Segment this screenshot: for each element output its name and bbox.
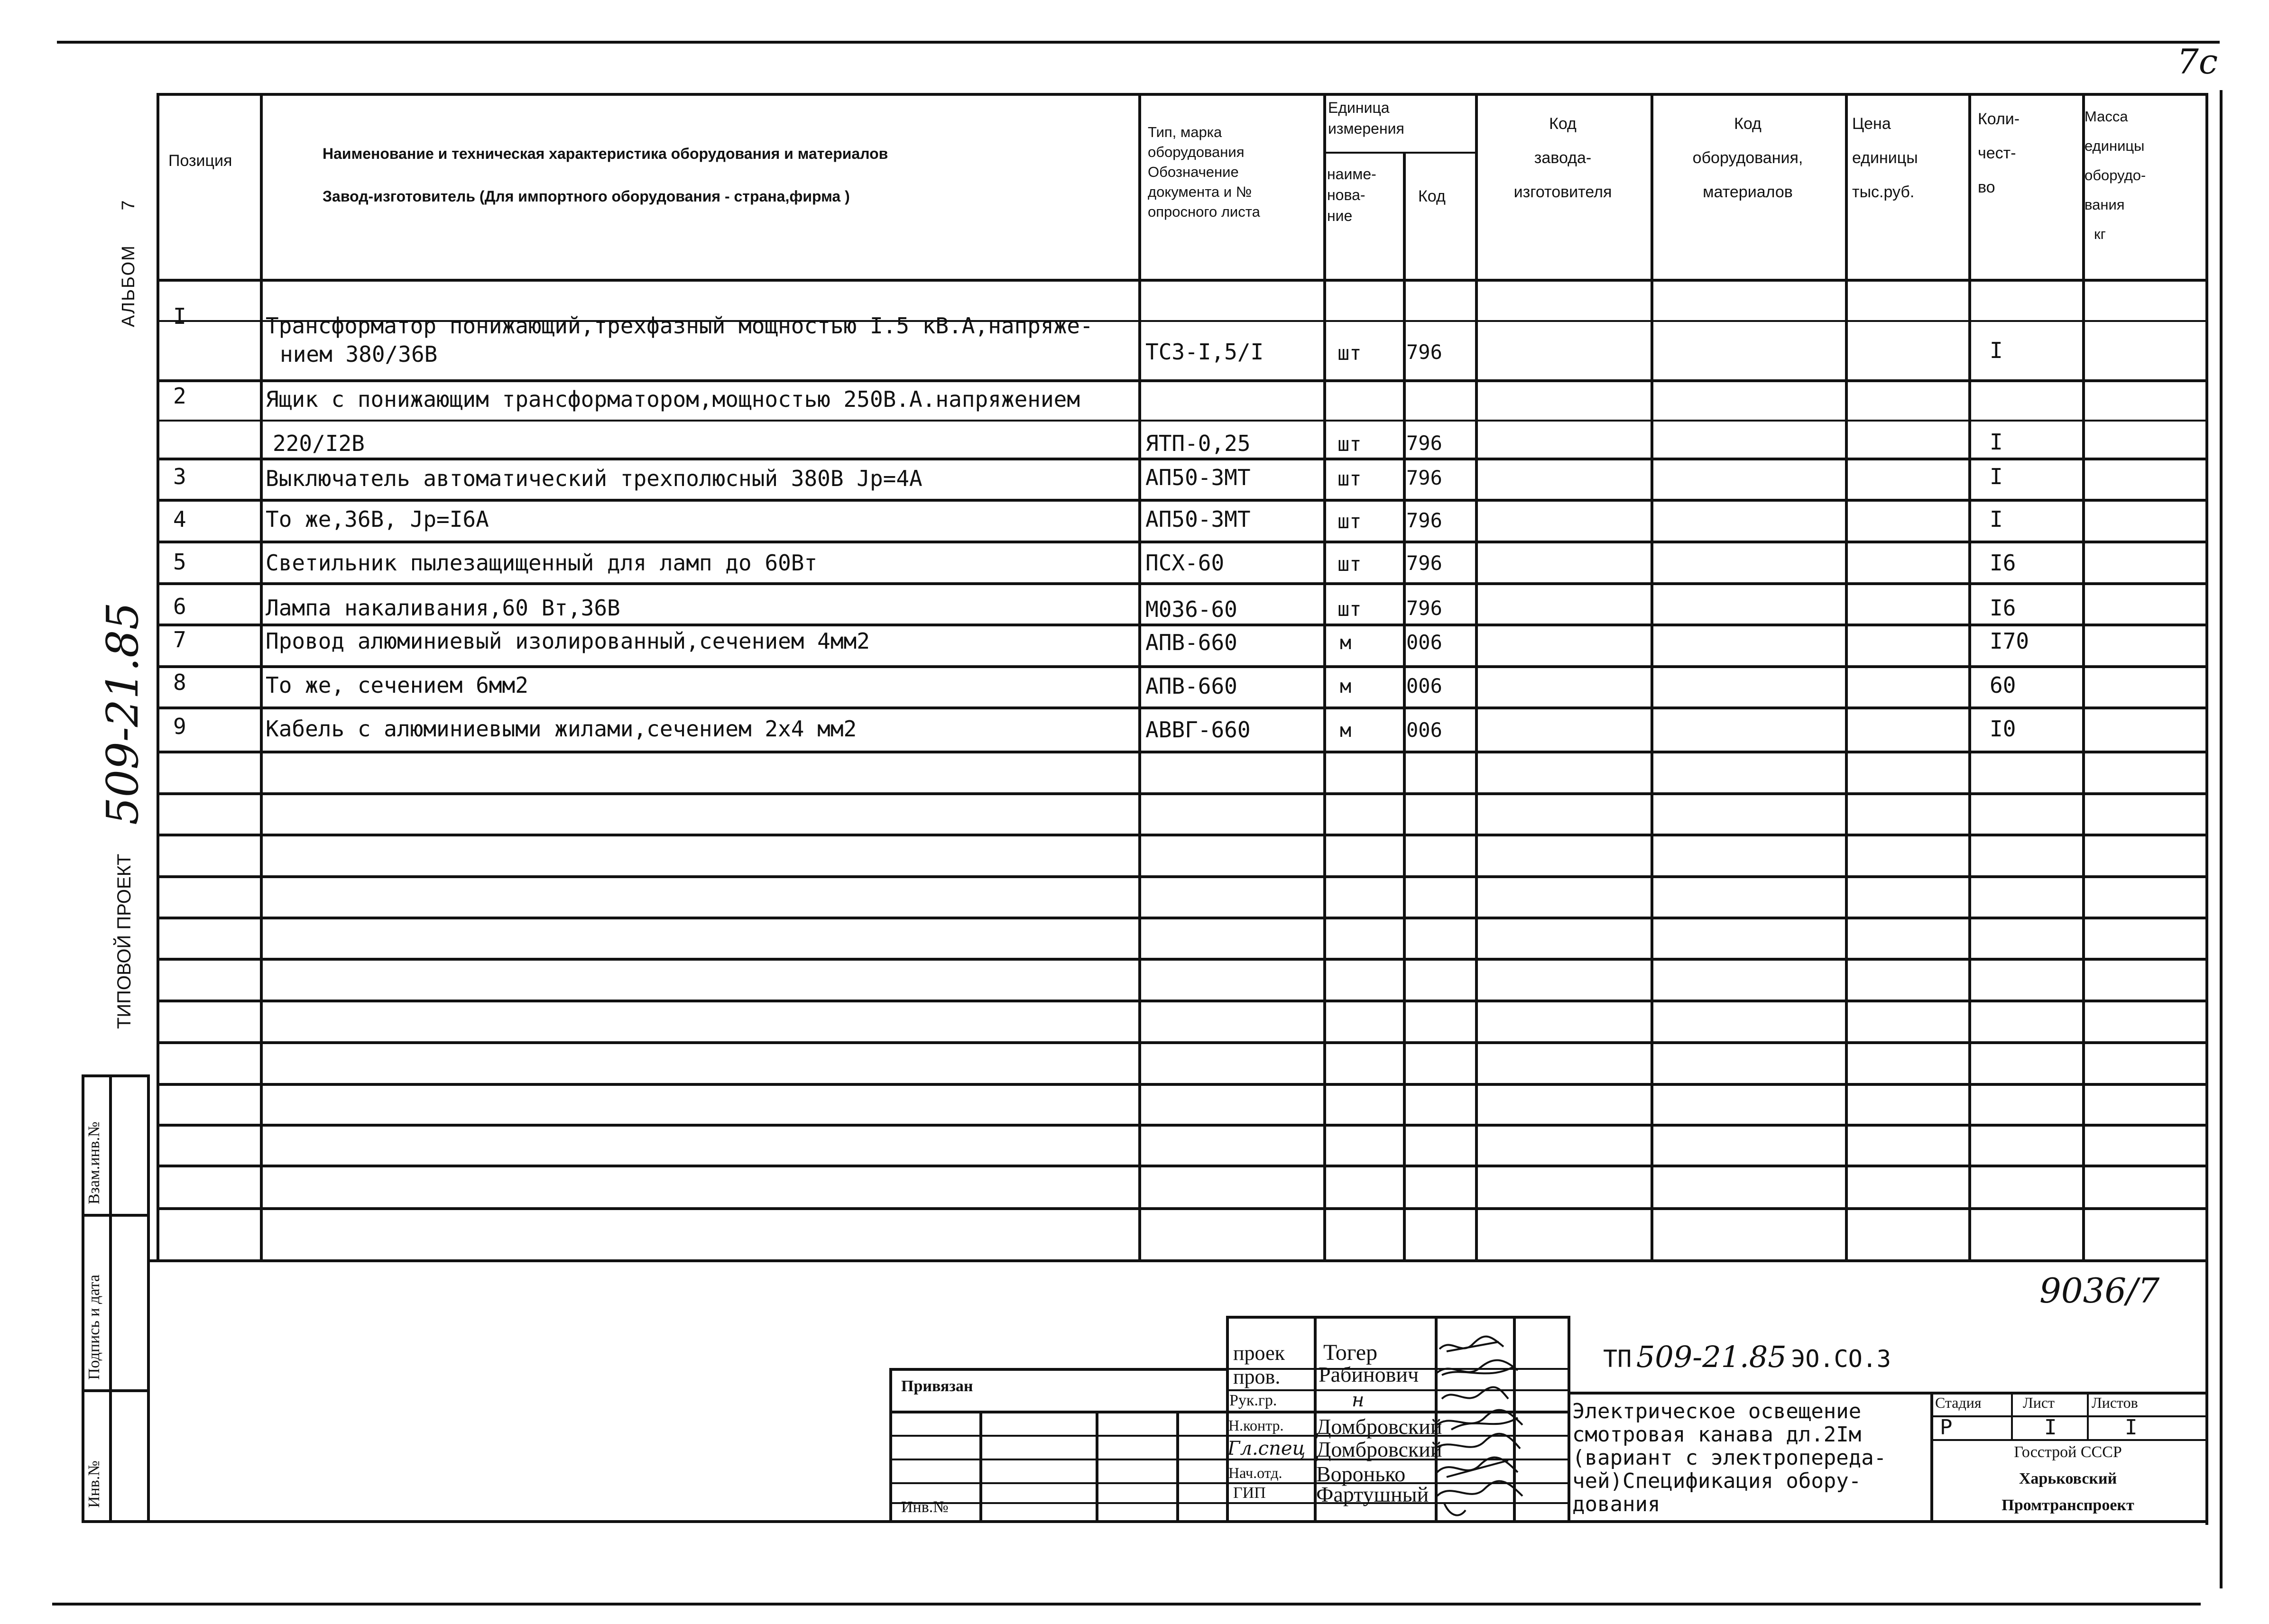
row-4-code: 796 (1406, 509, 1442, 532)
right-border-line (2220, 90, 2223, 1588)
row-2-unit: шт (1337, 432, 1362, 456)
name-toger: Тогер (1323, 1340, 1378, 1365)
doc-code-prefix: ТП (1603, 1345, 1632, 1373)
inv-no-label: Инв.№ (901, 1498, 949, 1516)
signature-2 (1437, 1360, 1518, 1375)
row-8-unit: м (1340, 676, 1352, 697)
row-1-pos: I (173, 303, 186, 329)
row-line (157, 958, 2205, 961)
row-3-type: АП50-3МТ (1145, 465, 1251, 490)
row-3-pos: 3 (173, 464, 186, 489)
row-7-type: АПВ-660 (1145, 630, 1237, 655)
stamp-mid-line (109, 1074, 112, 1520)
row-line (157, 1124, 2205, 1127)
role-gip: ГИП (1233, 1484, 1266, 1502)
row-4-type: АП50-3МТ (1145, 506, 1251, 532)
role-n-kontr: Н.контр. (1228, 1417, 1284, 1434)
row-line (157, 706, 2205, 709)
name-rabinovich: Рабинович (1319, 1362, 1419, 1386)
row-6-name: Лампа накаливания,60 Вт,36В (266, 595, 620, 621)
role-prov: пров. (1233, 1365, 1281, 1388)
doc-code (1603, 1340, 1891, 1374)
signature-4 (1437, 1410, 1522, 1430)
row-6-type: М036-60 (1145, 596, 1237, 622)
row-8-name: То же, сечением 6мм2 (266, 672, 528, 698)
row-2-name-cont: 220/I2В (273, 431, 365, 456)
row-1-qty: I (1990, 338, 2003, 363)
name-dombrovsky-1: Домбровский (1316, 1414, 1442, 1439)
bottom-border-line (52, 1603, 2201, 1606)
header-bottom-line (157, 279, 2205, 282)
row-1-name: Трансформатор понижающий,трехфазный мощностью I.5 кВ.А,напряже- (266, 313, 1093, 339)
row-1-code: 796 (1406, 340, 1442, 364)
row-5-code: 796 (1406, 551, 1442, 575)
row-3-name: Выключатель автоматический трехполюсный 380В Jр=4А (266, 466, 922, 491)
row-9-pos: 9 (173, 714, 186, 739)
sheets-label: Листов (2092, 1394, 2138, 1411)
album-text: АЛЬБОМ (119, 245, 138, 327)
col-divider (1403, 152, 1406, 1259)
name-dombrovsky-2: Домбровский (1316, 1437, 1442, 1461)
project-number: 509-21.85 (97, 602, 148, 825)
row-line (157, 1083, 2205, 1086)
row-9-qty: I0 (1990, 716, 2016, 742)
row-8-type: АПВ-660 (1145, 673, 1237, 699)
row-8-pos: 8 (173, 670, 186, 695)
doc-title-line2: смотровая канава дл.2Iм (1572, 1422, 1862, 1447)
stage-label: Стадия (1935, 1394, 1982, 1411)
name-ditto: н (1352, 1389, 1365, 1411)
row-line (157, 624, 2205, 626)
tb-line (1568, 1316, 1570, 1520)
row-3-code: 796 (1406, 466, 1442, 489)
row-5-pos: 5 (173, 549, 186, 575)
role-proekt: проек (1233, 1341, 1285, 1365)
row-4-unit: шт (1337, 510, 1362, 533)
org-line2: Харьковский (2019, 1470, 2117, 1487)
row-line (157, 792, 2205, 795)
doc-title-line4: чей)Спецификация обору- (1572, 1469, 1862, 1493)
row-7-qty: I70 (1990, 628, 2029, 654)
signature-7 (1437, 1481, 1522, 1515)
row-6-unit: шт (1337, 597, 1362, 621)
row-line (157, 1041, 2205, 1044)
table-right-line (2205, 93, 2208, 1525)
row-2-pos: 2 (173, 383, 186, 409)
stamp-line (82, 1389, 148, 1392)
row-5-qty: I6 (1990, 550, 2016, 576)
row-1-type: ТСЗ-I,5/I (1145, 339, 1264, 365)
org-line1: Госстрой СССР (2014, 1443, 2122, 1461)
name-voronko: Воронько (1316, 1462, 1406, 1486)
row-4-pos: 4 (173, 506, 186, 532)
row-6-qty: I6 (1990, 595, 2016, 621)
tb-line (889, 1368, 892, 1520)
table-top-line (157, 93, 2205, 96)
album-label (119, 200, 139, 327)
row-line (157, 541, 2205, 543)
row-line (157, 834, 2205, 836)
page-number: 7c (2177, 42, 2218, 82)
row-9-name: Кабель с алюминиевыми жилами,сечением 2х4 мм2 (266, 716, 857, 742)
row-4-name: То же,36В, Jр=I6А (266, 506, 489, 532)
row-5-type: ПСХ-60 (1145, 550, 1225, 576)
header-unit: Единица измерения (1328, 99, 1404, 137)
row-7-name: Провод алюминиевый изолированный,сечением 4мм2 (266, 628, 870, 654)
stamp-right-line (147, 1074, 150, 1520)
row-2-code: 796 (1406, 431, 1442, 455)
org-name (1933, 1439, 2203, 1519)
sheet-label: Лист (2023, 1394, 2055, 1411)
header-mass: Масса единицы оборудо- вания кг (2085, 108, 2146, 242)
header-unit-name: наиме- нова- ние (1327, 165, 1376, 224)
header-name-line1: Наименование и техническая характеристика оборудования и материалов (323, 145, 888, 162)
privyazan-label: Привязан (901, 1377, 973, 1395)
doc-title-line3: (вариант с электропереда- (1572, 1446, 1887, 1470)
row-7-code: 006 (1406, 631, 1442, 654)
row-7-pos: 7 (173, 627, 186, 652)
row-3-qty: I (1990, 464, 2003, 489)
row-line (157, 1000, 2205, 1002)
name-fartushny: Фартушный (1316, 1482, 1429, 1506)
stamp-label-podpis: Подпись и дата (85, 1275, 103, 1380)
row-line (157, 917, 2205, 919)
table-bottom-line (147, 1259, 2205, 1262)
row-line (157, 420, 2205, 422)
row-9-code: 006 (1406, 718, 1442, 742)
row-6-pos: 6 (173, 594, 186, 619)
row-1-unit: шт (1337, 341, 1362, 365)
order-number: 9036/7 (2039, 1271, 2160, 1311)
row-2-name: Ящик с понижающим трансформатором,мощностью 250В.А.напряжением (266, 386, 1080, 412)
row-5-unit: шт (1337, 552, 1362, 576)
header-equip-code: Код оборудования, материалов (1692, 115, 1803, 201)
header-name-line2: Завод-изготовитель (Для импортного оборудования - страна,фирма ) (323, 188, 850, 205)
stamp-left-line (82, 1074, 84, 1520)
stamp-bottom-line (82, 1520, 2206, 1523)
doc-code-suffix: ЭО.СО.3 (1791, 1345, 1891, 1373)
row-6-code: 796 (1406, 596, 1442, 620)
row-2-type: ЯТП-0,25 (1145, 431, 1251, 456)
role-gl-spec: Гл.спец (1227, 1438, 1306, 1459)
row-8-qty: 60 (1990, 672, 2016, 698)
signature-1 (1439, 1337, 1503, 1351)
header-unit-code: Код (1418, 187, 1446, 205)
role-nach-otd: Нач.отд. (1228, 1464, 1282, 1481)
stamp-label-inv: Инв.№ (85, 1460, 103, 1508)
org-line3: Промтранспроект (2002, 1496, 2134, 1514)
signature-5 (1435, 1434, 1520, 1449)
top-border-line (57, 41, 2220, 44)
signature-6 (1437, 1458, 1518, 1477)
tb-line (1930, 1415, 2205, 1417)
doc-title-line5: дования (1572, 1492, 1660, 1516)
project-label: ТИПОВОЙ ПРОЕКТ (114, 853, 135, 1029)
row-8-code: 006 (1406, 674, 1442, 697)
row-1-name-cont: нием 380/36В (280, 341, 438, 367)
row-3-unit: шт (1337, 467, 1362, 490)
unit-subheader-line (1323, 152, 1475, 154)
album-number: 7 (119, 199, 138, 211)
row-line (157, 751, 2205, 753)
doc-title-line1: Электрическое освещение (1572, 1399, 1862, 1423)
row-7-unit: м (1340, 632, 1352, 654)
row-line (157, 665, 2205, 668)
row-9-unit: м (1340, 720, 1352, 742)
row-line (157, 458, 2205, 460)
header-position: Позиция (168, 152, 232, 170)
row-line (157, 1207, 2205, 1210)
row-line (157, 1165, 2205, 1167)
header-qty: Коли- чест- во (1978, 110, 2020, 196)
row-line (157, 379, 2205, 382)
stamp-label-vzam: Взам.инв.№ (85, 1121, 103, 1204)
sheets-value: I (2125, 1415, 2138, 1440)
row-line (157, 582, 2205, 585)
header-factory-code: Код завода- изготовителя (1513, 115, 1612, 201)
row-line (157, 875, 2205, 878)
role-ruk-gr: Рук.гр. (1229, 1392, 1277, 1409)
signatures-image (1432, 1316, 1527, 1534)
stage-value: Р (1940, 1415, 1953, 1440)
row-2-qty: I (1990, 429, 2003, 455)
row-5-name: Светильник пылезащищенный для ламп до 60Вт (266, 550, 818, 576)
stamp-line (82, 1214, 148, 1217)
row-9-type: АВВГ-660 (1145, 717, 1251, 743)
doc-title (1572, 1400, 1886, 1516)
tb-line (889, 1368, 1226, 1371)
doc-code-number: 509-21.85 (1636, 1340, 1787, 1374)
sheet-value: I (2044, 1415, 2057, 1440)
row-4-qty: I (1990, 506, 2003, 532)
row-line (157, 499, 2205, 502)
header-price: Цена единицы тыс.руб. (1852, 115, 1918, 201)
signature-3 (1442, 1387, 1508, 1399)
header-type: Тип, марка оборудования Обозначение документа и № опросного листа (1148, 124, 1260, 220)
stamp-top-line (82, 1074, 148, 1077)
